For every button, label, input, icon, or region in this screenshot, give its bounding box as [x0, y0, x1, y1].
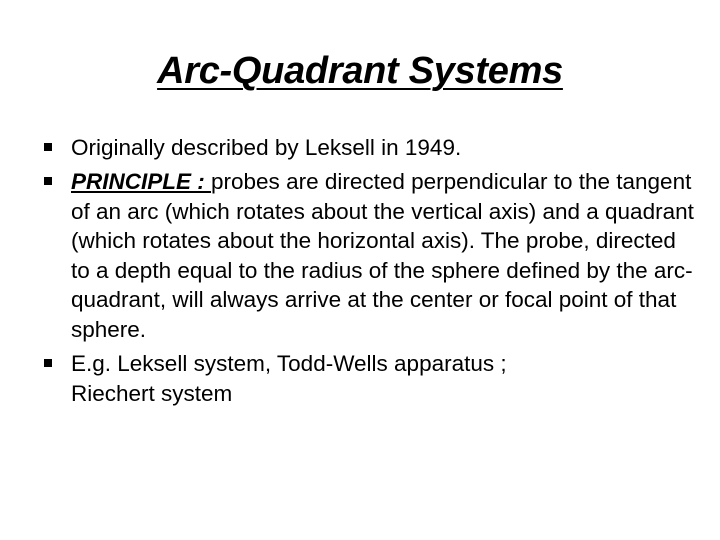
square-bullet-icon — [44, 359, 52, 367]
slide-title: Arc-Quadrant Systems — [157, 50, 563, 92]
principle-label: PRINCIPLE : — [71, 169, 212, 195]
bullet-item-examples — [44, 349, 694, 408]
bullet-text: E.g. Leksell system, Todd-Wells apparatus ; — [71, 351, 507, 377]
bullet-text: Originally described by Leksell in 1949. — [71, 135, 462, 160]
bullet-item-principle — [44, 167, 694, 345]
bullet-list — [44, 133, 694, 413]
square-bullet-icon — [44, 177, 52, 185]
bullet-item-leksell-1949 — [44, 133, 694, 163]
bullet-text: probes are directed perpendicular to the tangent of an arc (which rotates about the vertical axis) and a quadrant (which rotates about the horizontal axis). The probe, directed to a depth equal to the radius of the sphere defined by the arc-quadrant, will always arrive at the center or focal point of that sphere. — [71, 169, 694, 343]
bullet-text-continuation: Riechert system — [71, 380, 233, 406]
square-bullet-icon — [44, 143, 52, 151]
